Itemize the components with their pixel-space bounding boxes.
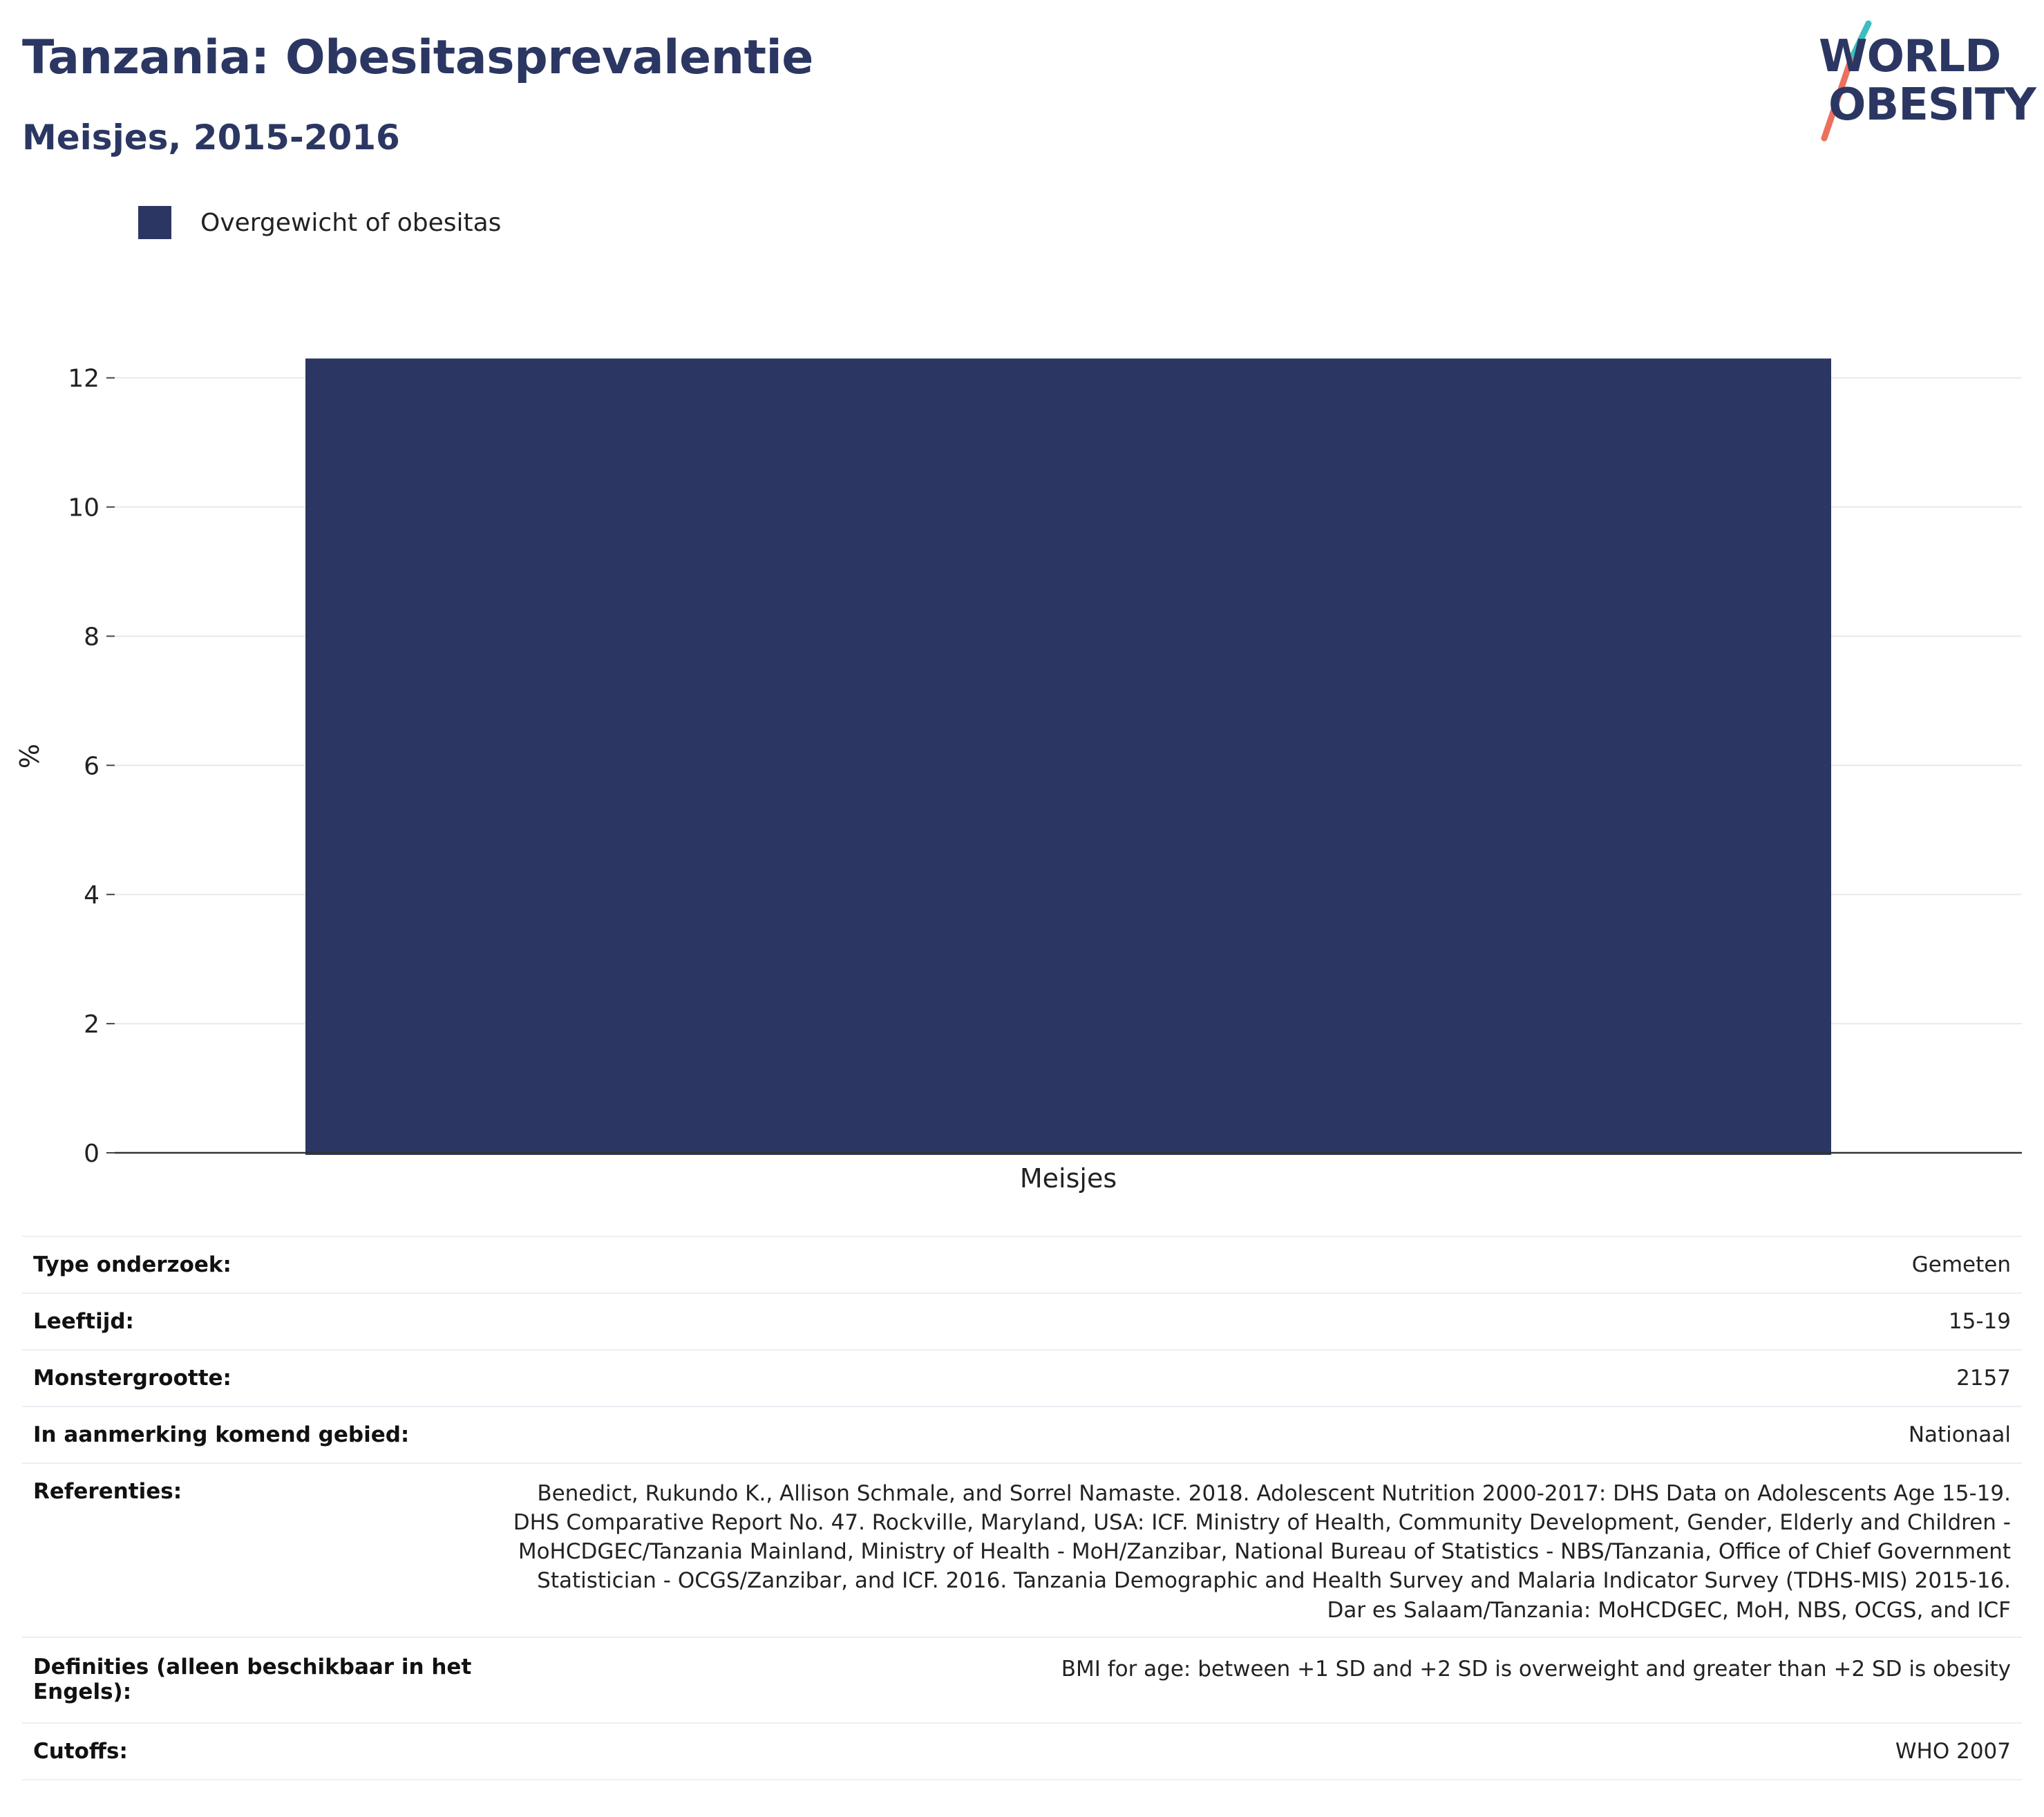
- legend-swatch: [138, 206, 171, 239]
- page-subtitle: Meisjes, 2015-2016: [22, 117, 400, 158]
- info-label: Monstergrootte:: [22, 1350, 486, 1406]
- bar-chart: [0, 332, 2044, 1203]
- chart-legend: [138, 206, 501, 239]
- logo-text-world: WORLD: [1819, 31, 2001, 82]
- info-value: 15-19: [486, 1293, 2022, 1350]
- info-row: [22, 1236, 2022, 1293]
- x-tick-label: Meisjes: [1019, 1163, 1117, 1194]
- info-row: [22, 1463, 2022, 1637]
- info-label: Type onderzoek:: [22, 1236, 486, 1293]
- info-value: Nationaal: [486, 1406, 2022, 1463]
- y-tick-label: 4: [84, 881, 100, 910]
- chart-bars: [305, 359, 1831, 1155]
- info-row: [22, 1406, 2022, 1463]
- survey-info-table: [22, 1236, 2022, 1780]
- world-obesity-logo: [1797, 19, 2036, 144]
- x-axis-ticks: [1020, 1163, 1117, 1194]
- y-axis-label: %: [15, 743, 45, 769]
- info-label: Leeftijd:: [22, 1293, 486, 1350]
- info-value: Gemeten: [486, 1236, 2022, 1293]
- legend-label: Overgewicht of obesitas: [200, 208, 502, 237]
- info-value: Benedict, Rukundo K., Allison Schmale, and Sorrel Namaste. 2018. Adolescent Nutrition 2000-2017: DHS Data on Adolescents Age 15-19. DHS Comparative Report No. 47. Rockville, Maryland, USA: ICF. Ministry of Health, Community Development, Gender, Elderly and Children - MoHCDGEC/Tanzania Mainland, Ministry of Health - MoH/Zanzibar, National Bureau of Statistics - NBS/Tanzania, Office of Chief Government Statistician - OCGS/Zanzibar, and ICF. 2016. Tanzania Demographic and Health Survey and Malaria Indicator Survey (TDHS-MIS) 2015-16. Dar es Salaam/Tanzania: MoHCDGEC, MoH, NBS, OCGS, and ICF: [486, 1463, 2022, 1637]
- info-value: WHO 2007: [486, 1723, 2022, 1780]
- y-tick-label: 0: [84, 1140, 100, 1168]
- y-axis-ticks: [68, 365, 115, 1168]
- info-label: Definities (alleen beschikbaar in het Engels):: [22, 1637, 486, 1723]
- info-row: [22, 1637, 2022, 1723]
- info-row: [22, 1350, 2022, 1406]
- info-row: [22, 1293, 2022, 1350]
- y-tick-label: 12: [68, 364, 100, 393]
- y-tick-label: 10: [68, 493, 100, 522]
- info-row: [22, 1723, 2022, 1780]
- logo-text-obesity: OBESITY: [1828, 79, 2036, 131]
- info-value: BMI for age: between +1 SD and +2 SD is overweight and greater than +2 SD is obesity: [486, 1637, 2022, 1723]
- info-value: 2157: [486, 1350, 2022, 1406]
- y-tick-label: 6: [84, 752, 100, 781]
- info-label: In aanmerking komend gebied:: [22, 1406, 486, 1463]
- page-title: Tanzania: Obesitasprevalentie: [22, 30, 813, 85]
- info-label: Referenties:: [22, 1463, 486, 1637]
- bar-meisjes[interactable]: [305, 359, 1831, 1155]
- y-tick-label: 2: [84, 1010, 100, 1039]
- y-tick-label: 8: [84, 623, 100, 652]
- info-label: Cutoffs:: [22, 1723, 486, 1780]
